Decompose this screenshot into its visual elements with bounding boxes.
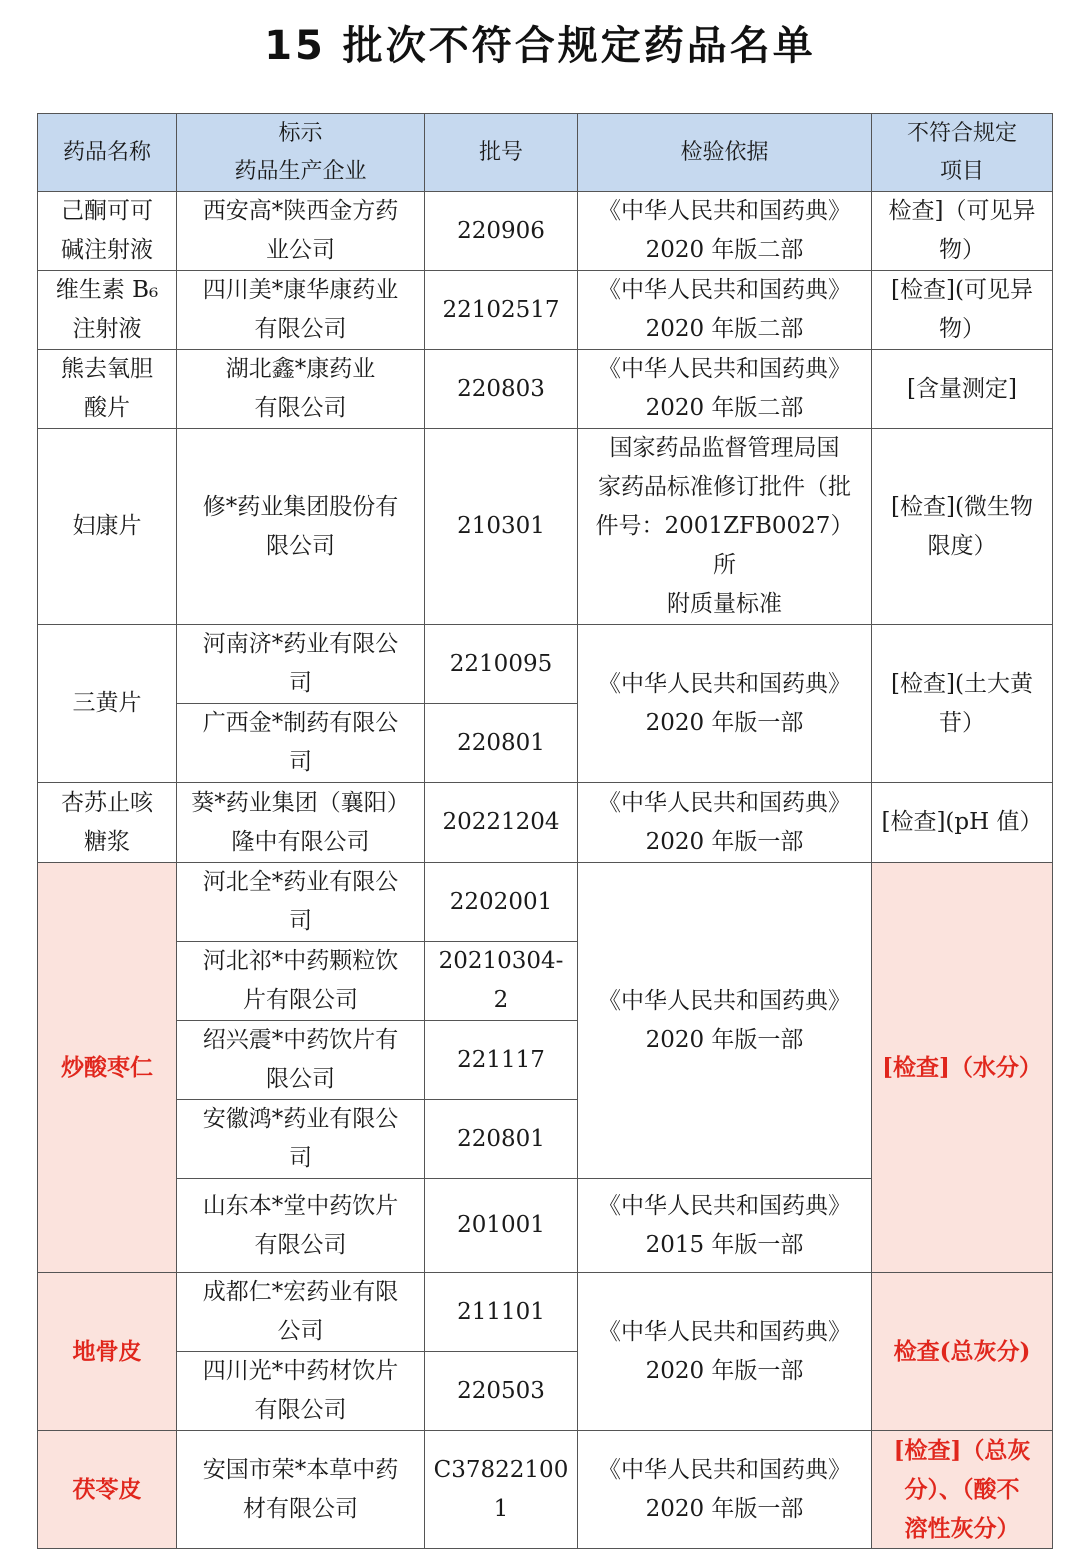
batch-cell: 220906 bbox=[425, 192, 578, 271]
item-cell: [含量测定] bbox=[872, 350, 1053, 429]
maker-cell: 四川美*康华康药业 有限公司 bbox=[177, 271, 425, 350]
maker-cell: 广西金*制药有限公 司 bbox=[177, 704, 425, 783]
table-row bbox=[38, 429, 1053, 625]
drug-table bbox=[37, 113, 1053, 1549]
item-cell: 检查]（可见异 物） bbox=[872, 192, 1053, 271]
drug-name-cell: 茯苓皮 bbox=[38, 1431, 177, 1549]
batch-cell: 22102517 bbox=[425, 271, 578, 350]
batch-cell: 220801 bbox=[425, 1100, 578, 1179]
batch-cell: 20210304-2 bbox=[425, 942, 578, 1021]
maker-cell: 河北全*药业有限公 司 bbox=[177, 863, 425, 942]
item-cell: 检查(总灰分) bbox=[872, 1273, 1053, 1431]
item-cell: [检查]（水分） bbox=[872, 863, 1053, 1273]
basis-cell: 《中华人民共和国药典》 2020 年版二部 bbox=[578, 271, 872, 350]
header-basis: 检验依据 bbox=[578, 114, 872, 192]
header-maker: 标示 药品生产企业 bbox=[177, 114, 425, 192]
item-cell: [检查]（总灰 分）、（酸不 溶性灰分） bbox=[872, 1431, 1053, 1549]
maker-cell: 安国市荣*本草中药 材有限公司 bbox=[177, 1431, 425, 1549]
table-row bbox=[38, 271, 1053, 350]
batch-cell: 210301 bbox=[425, 429, 578, 625]
basis-cell: 《中华人民共和国药典》 2020 年版一部 bbox=[578, 1431, 872, 1549]
table-row bbox=[38, 625, 1053, 704]
header-name: 药品名称 bbox=[38, 114, 177, 192]
maker-cell: 山东本*堂中药饮片 有限公司 bbox=[177, 1179, 425, 1273]
item-cell: [检查](可见异 物） bbox=[872, 271, 1053, 350]
header-batch: 批号 bbox=[425, 114, 578, 192]
maker-cell: 成都仁*宏药业有限 公司 bbox=[177, 1273, 425, 1352]
drug-name-cell: 杏苏止咳 糖浆 bbox=[38, 783, 177, 863]
maker-cell: 四川光*中药材饮片 有限公司 bbox=[177, 1352, 425, 1431]
batch-cell: 20221204 bbox=[425, 783, 578, 863]
batch-cell: 2202001 bbox=[425, 863, 578, 942]
basis-cell: 《中华人民共和国药典》 2020 年版一部 bbox=[578, 863, 872, 1179]
basis-cell: 《中华人民共和国药典》 2020 年版一部 bbox=[578, 1273, 872, 1431]
maker-cell: 湖北鑫*康药业 有限公司 bbox=[177, 350, 425, 429]
batch-cell: 220503 bbox=[425, 1352, 578, 1431]
basis-cell: 《中华人民共和国药典》 2015 年版一部 bbox=[578, 1179, 872, 1273]
batch-cell: 2210095 bbox=[425, 625, 578, 704]
batch-cell: 220803 bbox=[425, 350, 578, 429]
batch-cell: C37822100 1 bbox=[425, 1431, 578, 1549]
table-header-row bbox=[38, 114, 1053, 192]
item-cell: [检查](土大黄 苷） bbox=[872, 625, 1053, 783]
table-row bbox=[38, 350, 1053, 429]
maker-cell: 绍兴震*中药饮片有 限公司 bbox=[177, 1021, 425, 1100]
table-row bbox=[38, 192, 1053, 271]
item-cell: [检查](pH 值） bbox=[872, 783, 1053, 863]
maker-cell: 修*药业集团股份有 限公司 bbox=[177, 429, 425, 625]
drug-name-cell: 炒酸枣仁 bbox=[38, 863, 177, 1273]
drug-name-cell: 三黄片 bbox=[38, 625, 177, 783]
maker-cell: 西安高*陕西金方药 业公司 bbox=[177, 192, 425, 271]
table-row bbox=[38, 1431, 1053, 1549]
basis-cell: 国家药品监督管理局国 家药品标准修订批件（批 件号：2001ZFB0027）所 附质量标准 bbox=[578, 429, 872, 625]
drug-name-cell: 妇康片 bbox=[38, 429, 177, 625]
batch-cell: 220801 bbox=[425, 704, 578, 783]
basis-cell: 《中华人民共和国药典》 2020 年版二部 bbox=[578, 350, 872, 429]
maker-cell: 葵*药业集团（襄阳） 隆中有限公司 bbox=[177, 783, 425, 863]
batch-cell: 211101 bbox=[425, 1273, 578, 1352]
maker-cell: 河北祁*中药颗粒饮 片有限公司 bbox=[177, 942, 425, 1021]
batch-cell: 221117 bbox=[425, 1021, 578, 1100]
table-row bbox=[38, 783, 1053, 863]
table-row bbox=[38, 863, 1053, 942]
table-row bbox=[38, 1273, 1053, 1352]
maker-cell: 河南济*药业有限公 司 bbox=[177, 625, 425, 704]
drug-name-cell: 熊去氧胆 酸片 bbox=[38, 350, 177, 429]
basis-cell: 《中华人民共和国药典》 2020 年版一部 bbox=[578, 625, 872, 783]
basis-cell: 《中华人民共和国药典》 2020 年版二部 bbox=[578, 192, 872, 271]
page-title: 15 批次不符合规定药品名单 bbox=[264, 23, 816, 69]
item-cell: [检查](微生物 限度） bbox=[872, 429, 1053, 625]
drug-name-cell: 己酮可可 碱注射液 bbox=[38, 192, 177, 271]
basis-cell: 《中华人民共和国药典》 2020 年版一部 bbox=[578, 783, 872, 863]
drug-name-cell: 地骨皮 bbox=[38, 1273, 177, 1431]
drug-name-cell: 维生素 B₆ 注射液 bbox=[38, 271, 177, 350]
header-item: 不符合规定 项目 bbox=[872, 114, 1053, 192]
batch-cell: 201001 bbox=[425, 1179, 578, 1273]
maker-cell: 安徽鸿*药业有限公 司 bbox=[177, 1100, 425, 1179]
